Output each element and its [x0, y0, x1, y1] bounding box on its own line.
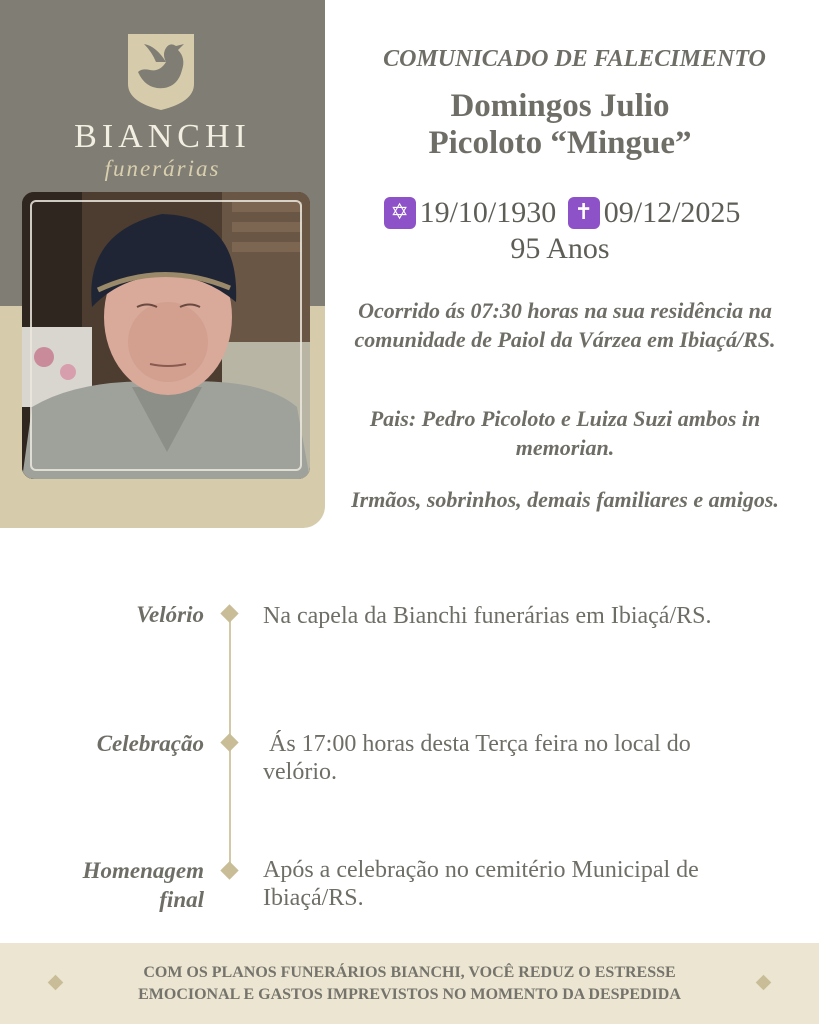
- dove-logo-icon: [126, 32, 196, 112]
- brand-subtitle: funerárias: [104, 156, 221, 181]
- notice-headline: COMUNICADO DE FALECIMENTO: [383, 46, 766, 72]
- schedule-label-homenagem-line2: final: [159, 887, 204, 912]
- occurrence-text: Ocorrido ás 07:30 horas na sua residência na comunidade de Paiol da Várzea em Ibiaçá/RS.: [354, 298, 776, 352]
- birth-date: 19/10/1930: [419, 196, 557, 229]
- schedule-text-celebracao: [263, 730, 743, 786]
- footer-message: [80, 962, 739, 1006]
- footer-line-1: COM OS PLANOS FUNERÁRIOS BIANCHI, VOCÊ REDUZ O ESTRESSE: [143, 964, 676, 981]
- name-line-1: Domingos Julio: [450, 88, 670, 124]
- timeline-diamond-icon: [220, 733, 238, 751]
- schedule-text-homenagem: Após a celebração no cemitério Municipal de Ibiaçá/RS.: [263, 857, 699, 911]
- schedule-text-celebracao-value: Ás 17:00 horas desta Terça feira no local do velório.: [263, 731, 691, 785]
- schedule-label-velorio: Velório: [136, 602, 204, 627]
- name-line-2: Picoloto “Mingue”: [428, 125, 692, 161]
- schedule-label-celebracao: Celebração: [96, 731, 204, 756]
- parents-text: Pais: Pedro Picoloto e Luiza Suzi ambos in memorian.: [369, 406, 761, 460]
- life-dates: [330, 196, 790, 230]
- age: 95 Anos: [510, 232, 610, 265]
- schedule-text-velorio: Na capela da Bianchi funerárias em Ibiaçá/RS.: [263, 603, 712, 629]
- deceased-photo: [22, 192, 310, 479]
- cross-icon: ✝: [568, 197, 600, 229]
- photo-frame-border: [30, 200, 302, 471]
- timeline-diamond-icon: [220, 604, 238, 622]
- brand-name: BIANCHI: [74, 118, 251, 155]
- star-of-david-icon: ✡: [384, 197, 416, 229]
- schedule-label-homenagem-line1: Homenagem: [82, 858, 204, 883]
- schedule-label-homenagem: [83, 856, 204, 914]
- timeline-diamond-icon: [220, 861, 238, 879]
- family-text: Irmãos, sobrinhos, demais familiares e amigos.: [351, 487, 779, 512]
- deceased-name: [330, 88, 790, 162]
- footer-line-2: EMOCIONAL E GASTOS IMPREVISTOS NO MOMENTO DA DESPEDIDA: [138, 986, 681, 1003]
- death-date: 09/12/2025: [603, 196, 741, 229]
